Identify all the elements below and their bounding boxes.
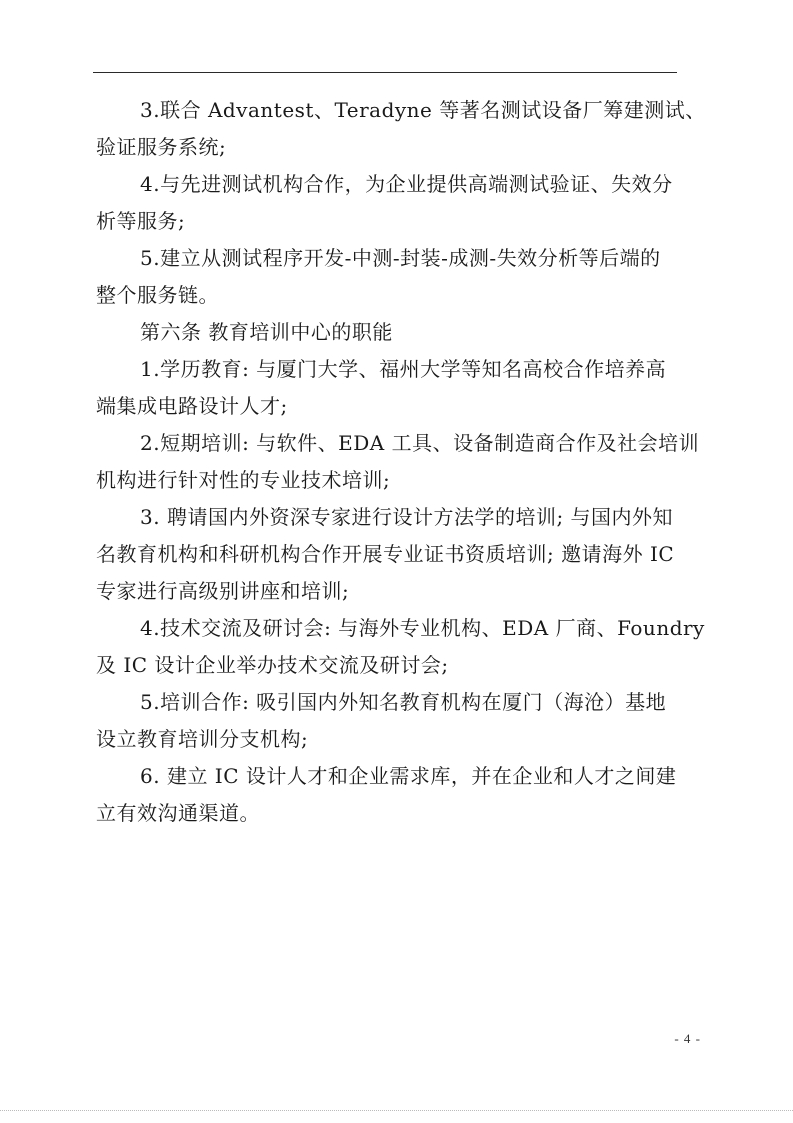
document-body	[96, 92, 706, 832]
text-line: 6. 建立 IC 设计人才和企业需求库，并在企业和人才之间建	[140, 764, 677, 788]
text-line: 4.与先进测试机构合作，为企业提供高端测试验证、失效分	[140, 172, 673, 196]
text-line: 1.学历教育: 与厦门大学、福州大学等知名高校合作培养高	[140, 357, 667, 381]
text-line: 设立教育培训分支机构;	[96, 727, 309, 751]
text-line: 析等服务;	[96, 209, 186, 233]
text-line: 机构进行针对性的专业技术培训;	[96, 468, 391, 492]
text-line: 5.建立从测试程序开发-中测-封装-成测-失效分析等后端的	[140, 246, 661, 270]
text-line: 3. 聘请国内外资深专家进行设计方法学的培训; 与国内外知	[140, 505, 674, 529]
page-bottom-edge	[0, 1110, 793, 1111]
text-line: 立有效沟通渠道。	[96, 801, 260, 825]
text-line: 4.技术交流及研讨会: 与海外专业机构、EDA 厂商、Foundry	[140, 616, 705, 640]
text-line: 整个服务链。	[96, 283, 219, 307]
text-line: 5.培训合作: 吸引国内外知名教育机构在厦门（海沧）基地	[140, 690, 667, 714]
section-heading: 第六条 教育培训中心的职能	[140, 320, 393, 344]
text-line: 2.短期培训: 与软件、EDA 工具、设备制造商合作及社会培训	[140, 431, 700, 455]
text-line: 3.联合 Advantest、Teradyne 等著名测试设备厂筹建测试、	[140, 98, 706, 122]
text-line: 验证服务系统;	[96, 135, 227, 159]
header-rule	[93, 72, 677, 73]
text-line: 名教育机构和科研机构合作开展专业证书资质培训; 邀请海外 IC	[96, 542, 675, 566]
page-number: - 4 -	[674, 1031, 701, 1046]
text-line: 专家进行高级别讲座和培训;	[96, 579, 350, 603]
text-line: 端集成电路设计人才;	[96, 394, 288, 418]
text-line: 及 IC 设计企业举办技术交流及研讨会;	[96, 653, 449, 677]
